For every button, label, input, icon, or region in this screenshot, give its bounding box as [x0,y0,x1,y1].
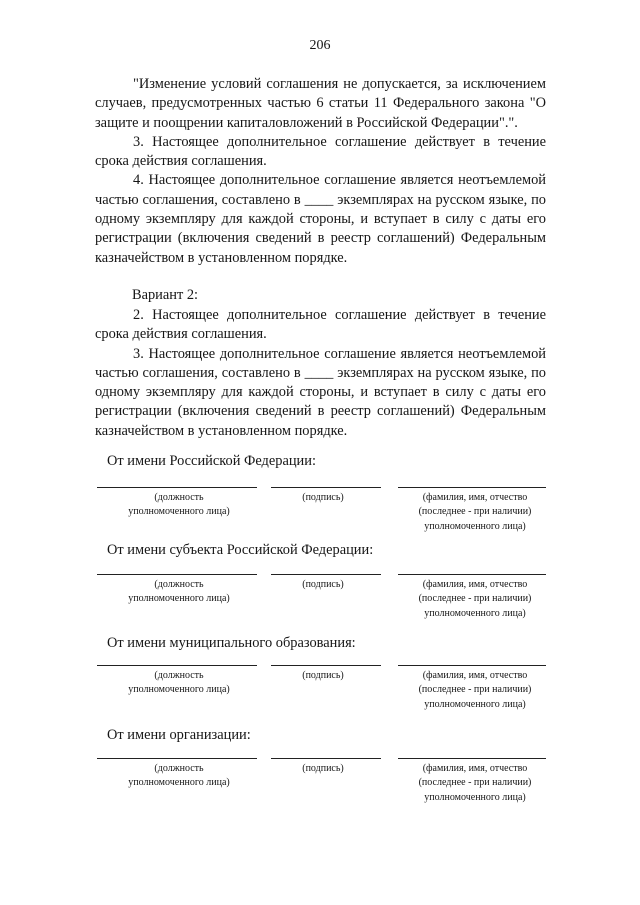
name-line [398,487,546,488]
position-line [97,665,257,666]
signature-caption: (подпись) [302,670,344,681]
position-line [97,574,257,575]
name-line [398,758,546,759]
page-number: 206 [309,38,331,53]
signature-block-title-municipal: От имени муниципального образования: [107,635,356,651]
position-line [97,487,257,488]
signature-caption: (подпись) [302,763,344,774]
name-caption: (фамилия, имя, отчество (последнее - при наличии) уполномоченного лица) [418,579,532,619]
signature-line [271,487,381,488]
signature-block-title-rf: От имени Российской Федерации: [107,453,316,469]
paragraph-v1-item-4: 4. Настоящее дополнительное соглашение является неотъемлемой частью соглашения, составлено в ____ экземплярах на русском языке, по одному экземпляру для каждой стороны, и вступает в силу с даты его регистрации (включения сведений в реестр соглашений) Федеральным казначейством в установленном порядке. [95,172,546,266]
paragraph-amendment-quote: "Изменение условий соглашения не допускается, за исключением случаев, предусмотренных частью 6 статьи 11 Федерального закона "О защите и поощрении капиталовложений в Российской Федерации".". [95,76,546,131]
name-line [398,665,546,666]
position-line [97,758,257,759]
signature-line [271,574,381,575]
name-caption: (фамилия, имя, отчество (последнее - при наличии) уполномоченного лица) [418,492,532,532]
name-caption: (фамилия, имя, отчество (последнее - при наличии) уполномоченного лица) [418,670,532,710]
signature-block-title-organization: От имени организации: [107,727,251,743]
name-caption: (фамилия, имя, отчество (последнее - при наличии) уполномоченного лица) [418,763,532,803]
paragraph-v1-item-3: 3. Настоящее дополнительное соглашение действует в течение срока действия соглашения. [95,133,546,170]
signature-caption: (подпись) [302,492,344,503]
position-caption: (должность уполномоченного лица) [128,763,230,789]
variant-2-text [95,306,546,441]
signature-line [271,665,381,666]
variant-1-text [95,75,546,268]
paragraph-v2-item-2: 2. Настоящее дополнительное соглашение действует в течение срока действия соглашения. [95,307,546,343]
position-caption: (должность уполномоченного лица) [128,579,230,605]
signature-block-title-subject: От имени субъекта Российской Федерации: [107,542,374,558]
position-caption: (должность уполномоченного лица) [128,492,230,518]
signature-caption: (подпись) [302,579,344,590]
position-caption: (должность уполномоченного лица) [128,670,230,696]
variant-2-heading: Вариант 2: [132,287,199,303]
signature-line [271,758,381,759]
paragraph-v2-item-3: 3. Настоящее дополнительное соглашение является неотъемлемой частью соглашения, составлено в ____ экземплярах на русском языке, по одному экземпляру для каждой стороны, и вступает в силу с даты его регистрации (включения сведений в реестр соглашений) Федеральным казначейством в установленном порядке. [95,345,546,439]
name-line [398,574,546,575]
